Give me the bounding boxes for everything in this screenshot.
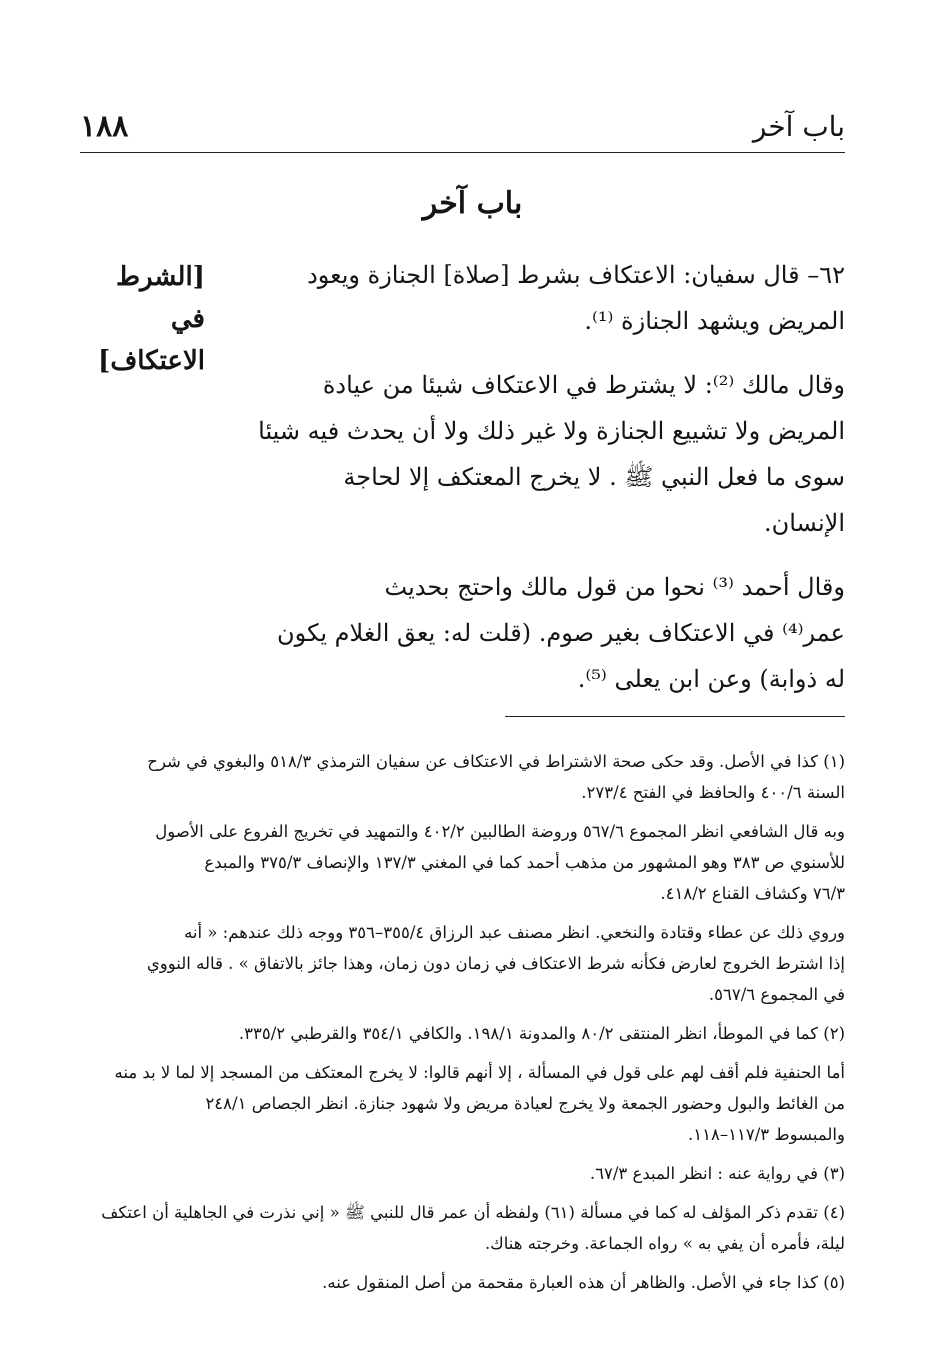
main-text	[245, 252, 845, 720]
footnote-2-continued	[80, 1057, 845, 1150]
footnote-line: ٧٦/٣ وكشاف القناع ٤١٨/٢.	[660, 884, 845, 903]
footnote-line: وبه قال الشافعي انظر المجموع ٥٦٧/٦ وروضة الطالبين ٤٠٢/٢ والتمهيد في تخريج الفروع على الأصول	[155, 822, 845, 841]
margin-note-line: الاعتكاف]	[98, 346, 205, 376]
footnote-1-continued	[80, 816, 845, 909]
footnote-line: للأسنوي ص ٣٨٣ وهو المشهور من مذهب أحمد كما في المغني ١٣٧/٣ والإنصاف ٣٧٥/٣ والمبدع	[204, 853, 845, 872]
footnote-line: ليلة، فأمره أن يفي به » رواه الجماعة. وخرجته هناك.	[484, 1234, 845, 1253]
footnote-line: (١) كذا في الأصل. وقد حكى صحة الاشتراط في الاعتكاف عن سفيان الترمذي ٥١٨/٣ والبغوي في شرح	[147, 752, 845, 771]
footnote-separator	[505, 716, 845, 717]
footnote-line: (٢) كما في الموطأ، انظر المنتقى ٨٠/٢ والمدونة ١٩٨/١. والكافي ٣٥٤/١ والقرطبي ٣٣٥/٢.	[238, 1024, 845, 1043]
footnote-line: أما الحنفية فلم أقف لهم على قول في المسألة ، إلا أنهم قالوا: لا يخرج المعتكف من المسجد إلا لما لا بد منه	[114, 1063, 845, 1082]
text-line: وقال مالك ⁽²⁾: لا يشترط في الاعتكاف شيئا من عيادة	[322, 371, 845, 399]
footnote-line: إذا اشترط الخروج لعارض فكأنه شرط الاعتكاف في زمان دون زمان، وهذا جائز بالاتفاق » . قاله النووي	[146, 954, 845, 973]
text-line: عمر⁽⁴⁾ في الاعتكاف بغير صوم. (قلت له: يعق الغلام يكون	[277, 619, 845, 647]
footnote-line: (٥) كذا جاء في الأصل. والظاهر أن هذه العبارة مقحمة من أصل المنقول عنه.	[322, 1273, 845, 1292]
footnote-2	[80, 1018, 845, 1049]
footnotes	[80, 746, 845, 1306]
footnote-line: (٣) في رواية عنه : انظر المبدع ٦٧/٣.	[589, 1164, 845, 1183]
margin-note	[75, 256, 205, 382]
paragraph-ahmad	[245, 564, 845, 702]
text-line: الإنسان.	[763, 509, 845, 537]
footnote-3	[80, 1158, 845, 1189]
footnote-5	[80, 1267, 845, 1298]
text-line: المريض ولا تشييع الجنازة ولا غير ذلك ولا أن يحدث فيه شيئا	[258, 417, 845, 445]
running-title: باب آخر	[752, 109, 845, 143]
paragraph-malik	[245, 362, 845, 546]
chapter-title: باب آخر	[422, 186, 523, 221]
text-line: ٦٢– قال سفيان: الاعتكاف بشرط [صلاة] الجنازة ويعود	[307, 261, 845, 289]
text-line: وقال أحمد ⁽³⁾ نحوا من قول مالك واحتج بحديث	[384, 573, 845, 601]
footnote-line: والمبسوط ١١٧/٣–١١٨.	[688, 1125, 845, 1144]
footnote-line: (٤) تقدم ذكر المؤلف له كما في مسألة (٦١) ولفظه أن عمر قال للنبي ﷺ « إني نذرت في الجاهلية أن اعتكف	[101, 1203, 845, 1222]
paragraph-62	[245, 252, 845, 344]
footnote-line: من الغائط والبول وحضور الجمعة ولا يخرج لعيادة مريض ولا شهود جنازة. انظر الجصاص ٢٤٨/١	[205, 1094, 845, 1113]
footnote-line: وروي ذلك عن عطاء وقتادة والنخعي. انظر مصنف عبد الرزاق ٣٥٥/٤–٣٥٦ ووجه ذلك عندهم: « أنه	[184, 923, 845, 942]
running-header	[80, 100, 845, 153]
footnote-line: في المجموع ٥٦٧/٦.	[708, 985, 845, 1004]
footnote-1	[80, 746, 845, 808]
text-line: له ذوابة) وعن ابن يعلى ⁽⁵⁾.	[577, 665, 845, 693]
text-line: المريض ويشهد الجنازة ⁽¹⁾.	[584, 307, 845, 335]
footnote-line: السنة ٤٠٠/٦ والحافظ في الفتح ٢٧٣/٤.	[581, 783, 845, 802]
margin-note-line: [الشرط في	[115, 262, 205, 334]
footnote-4	[80, 1197, 845, 1259]
text-line: سوى ما فعل النبي ﷺ . لا يخرج المعتكف إلا لحاجة	[343, 463, 845, 491]
footnote-1-continued	[80, 917, 845, 1010]
page-number: ١٨٨	[80, 108, 129, 144]
